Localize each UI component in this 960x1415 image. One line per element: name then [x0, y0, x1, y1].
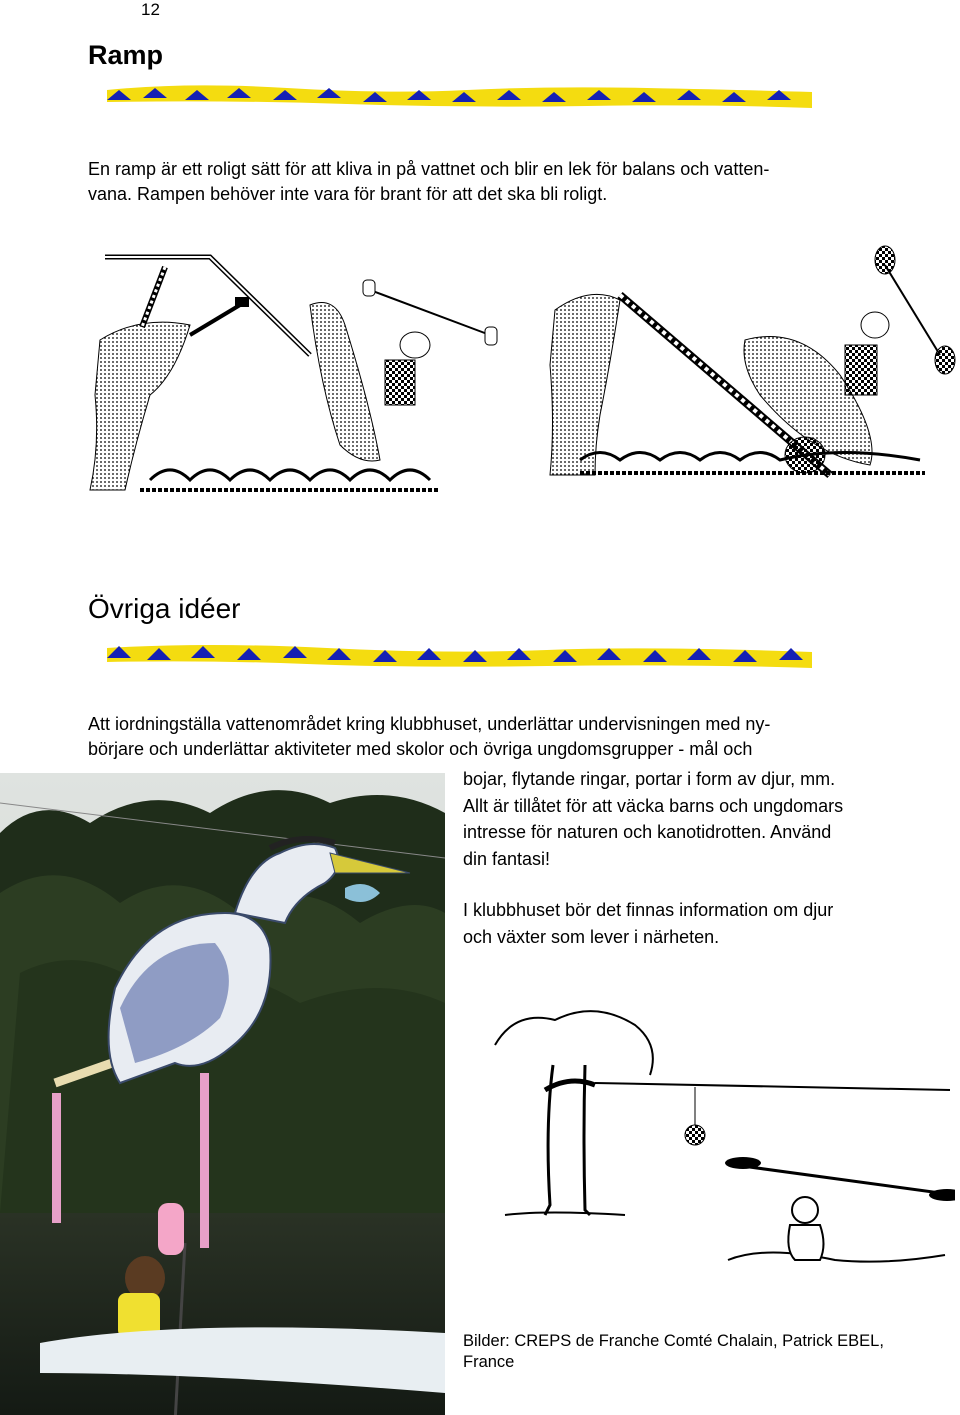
- decorative-border-top: [107, 80, 812, 108]
- ramp-text-line-1: En ramp är ett roligt sätt för att kliva in på vattnet och blir en lek för balans och vatten-: [88, 159, 770, 179]
- ideas-line-6: din fantasi!: [463, 848, 551, 869]
- ideas-line-4: Allt är tillåtet för att väcka barns och ungdomars: [463, 795, 844, 816]
- ideas-line-1: Att iordningställa vattenområdet kring klubbhuset, underlättar undervisningen med ny-: [88, 714, 771, 734]
- ramp-illustration-left: [80, 245, 500, 495]
- info-text: [463, 897, 953, 950]
- ideas-line-2: börjare och underlättar aktiviteter med skolor och övriga ungdomsgrupper - mål och: [88, 739, 753, 759]
- ideas-line-3: bojar, flytande ringar, portar i form av djur, mm.: [463, 769, 836, 789]
- ramp-illustration-right: [540, 245, 960, 495]
- ideas-text-right: [463, 766, 953, 872]
- info-line-2: och växter som lever i närheten.: [463, 926, 720, 947]
- ramp-text: [88, 157, 948, 207]
- heron-photo: [0, 773, 445, 1415]
- section-title-ideas: Övriga idéer: [88, 593, 241, 624]
- ideas-line-5: intresse för naturen och kanotidrotten. Använd: [463, 822, 832, 842]
- section-title-ramp: Ramp: [88, 40, 164, 70]
- credits-line-2: France: [463, 1353, 515, 1371]
- ramp-text-line-2: vana. Rampen behöver inte vara för brant för att det ska bli roligt.: [88, 184, 608, 204]
- credits-line-1: Bilder: CREPS de Franche Comté Chalain, Patrick EBEL,: [463, 1332, 884, 1350]
- page-number: 12: [141, 0, 160, 19]
- decorative-border-middle: [107, 640, 812, 668]
- info-line-1: I klubbhuset bör det finnas information om djur: [463, 900, 834, 920]
- tree-illustration: [485, 1005, 955, 1295]
- credits: [463, 1331, 958, 1373]
- ideas-text-full: [88, 712, 948, 762]
